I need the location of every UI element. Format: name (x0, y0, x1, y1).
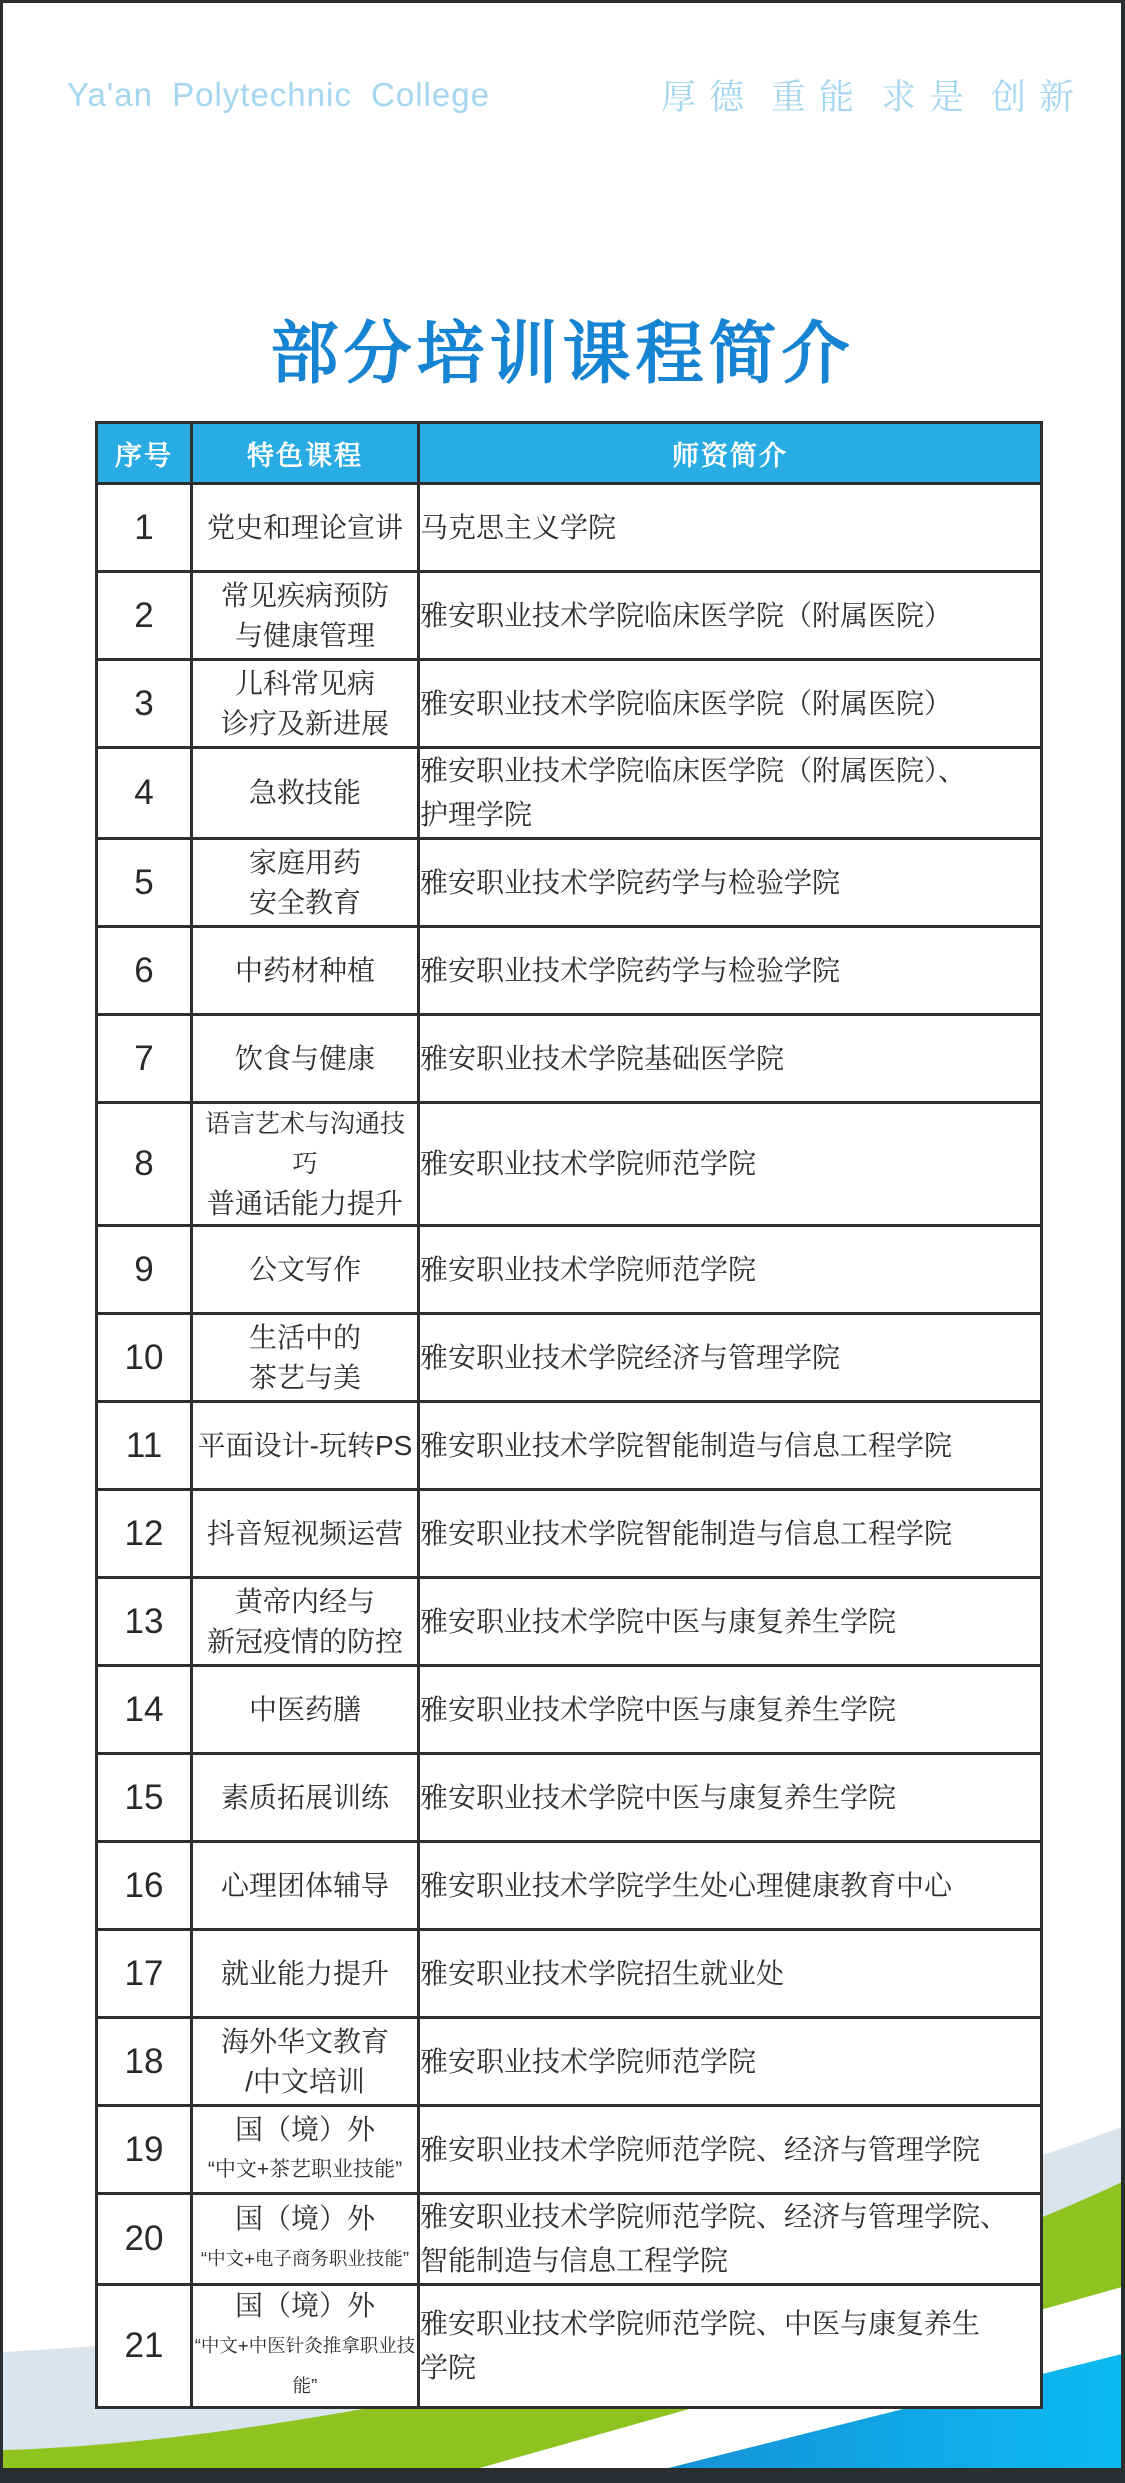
course-line: 国（境）外 (234, 2113, 375, 2145)
faculty-cell (419, 2285, 1042, 2408)
table-row (97, 1930, 1042, 2018)
faculty-cell (419, 2018, 1042, 2106)
faculty-cell (419, 748, 1042, 839)
course-line: 中药材种植 (234, 954, 375, 986)
course-name-cell (192, 1930, 419, 2018)
motto-word-1: 厚德 (660, 78, 757, 117)
row-number-cell: 11 (97, 1402, 192, 1490)
page-title: 部分培训课程简介 (270, 316, 855, 392)
col-header-no: 序号 (97, 423, 192, 484)
col-header-course: 特色课程 (192, 423, 419, 484)
course-line: 中医药膳 (248, 1693, 361, 1725)
faculty-line: 雅安职业技术学院师范学院、经济与管理学院、 (420, 2201, 1009, 2232)
course-line: “中文+茶艺职业技能” (207, 2157, 403, 2181)
table-row (97, 1226, 1042, 1314)
course-name-cell (192, 927, 419, 1015)
table-row (97, 2018, 1042, 2106)
faculty-cell (419, 1103, 1042, 1226)
course-line: 安全教育 (248, 886, 361, 918)
course-name-cell (192, 1490, 419, 1578)
row-number-cell: 17 (97, 1930, 192, 2018)
faculty-cell (419, 1490, 1042, 1578)
faculty-line: 雅安职业技术学院基础医学院 (420, 1042, 785, 1074)
faculty-cell (419, 1015, 1042, 1103)
col-header-faculty: 师资简介 (419, 423, 1042, 484)
row-number-cell: 18 (97, 2018, 192, 2106)
course-line: 生活中的 (248, 1321, 361, 1353)
table-row (97, 572, 1042, 660)
course-name-cell (192, 660, 419, 748)
faculty-cell (419, 1754, 1042, 1842)
faculty-line: 雅安职业技术学院临床医学院（附属医院）、 (420, 755, 967, 786)
table-row (97, 2285, 1042, 2408)
faculty-line: 雅安职业技术学院师范学院、中医与康复养生 (420, 2308, 981, 2339)
row-number-cell: 20 (97, 2194, 192, 2285)
course-line: 公文写作 (248, 1253, 361, 1285)
course-line: 平面设计-玩转PS (197, 1429, 413, 1461)
table-row (97, 839, 1042, 927)
course-line: 党史和理论宣讲 (206, 511, 403, 543)
row-number-cell: 13 (97, 1578, 192, 1666)
course-line: “中文+电子商务职业技能” (200, 2248, 410, 2269)
course-name-cell (192, 2285, 419, 2408)
course-line: 茶艺与美 (248, 1361, 361, 1393)
table-row (97, 1015, 1042, 1103)
course-name-cell (192, 1314, 419, 1402)
row-number-cell: 15 (97, 1754, 192, 1842)
faculty-cell (419, 572, 1042, 660)
course-line: “中文+中医针灸推拿职业技能” (194, 2335, 416, 2396)
course-line: 诊疗及新进展 (220, 707, 389, 739)
course-name-cell (192, 1842, 419, 1930)
faculty-line: 雅安职业技术学院学生处心理健康教育中心 (420, 1869, 953, 1901)
faculty-line: 雅安职业技术学院招生就业处 (420, 1957, 785, 1989)
row-number-cell: 14 (97, 1666, 192, 1754)
faculty-cell (419, 1402, 1042, 1490)
table-row (97, 660, 1042, 748)
row-number-cell: 16 (97, 1842, 192, 1930)
faculty-line: 雅安职业技术学院师范学院 (420, 1148, 757, 1179)
course-name-cell (192, 839, 419, 927)
course-name-cell (192, 2194, 419, 2285)
course-line: 就业能力提升 (220, 1957, 389, 1989)
course-name-cell (192, 2106, 419, 2194)
course-name-cell (192, 572, 419, 660)
faculty-line: 雅安职业技术学院中医与康复养生学院 (420, 1781, 897, 1813)
row-number-cell: 2 (97, 572, 192, 660)
course-name-cell (192, 1578, 419, 1666)
faculty-cell (419, 1578, 1042, 1666)
row-number-cell: 6 (97, 927, 192, 1015)
row-number-cell: 8 (97, 1103, 192, 1226)
course-line: 与健康管理 (234, 619, 375, 651)
faculty-line: 雅安职业技术学院药学与检验学院 (420, 866, 841, 898)
course-line: /中文培训 (245, 2065, 365, 2097)
faculty-line: 雅安职业技术学院中医与康复养生学院 (420, 1605, 897, 1637)
course-name-cell (192, 1226, 419, 1314)
course-line: 家庭用药 (248, 846, 361, 878)
course-line: 国（境）外 (234, 2290, 375, 2321)
course-name-cell (192, 2018, 419, 2106)
row-number-cell: 7 (97, 1015, 192, 1103)
table-row (97, 1314, 1042, 1402)
row-number-cell: 4 (97, 748, 192, 839)
table-row (97, 1578, 1042, 1666)
course-line: 抖音短视频运营 (206, 1517, 403, 1549)
course-line: 语言艺术与沟通技巧 (204, 1110, 405, 1178)
table-row (97, 1402, 1042, 1490)
faculty-line: 智能制造与信息工程学院 (420, 2245, 729, 2276)
row-number-cell: 19 (97, 2106, 192, 2194)
course-line: 普通话能力提升 (206, 1188, 403, 1219)
faculty-cell (419, 1314, 1042, 1402)
course-table (95, 421, 1043, 2409)
faculty-cell (419, 1226, 1042, 1314)
course-line: 黄帝内经与 (234, 1585, 375, 1617)
motto-word-4: 创新 (990, 78, 1087, 117)
faculty-line: 马克思主义学院 (420, 511, 617, 543)
row-number-cell: 10 (97, 1314, 192, 1402)
school-motto (660, 70, 1087, 120)
table-row (97, 484, 1042, 572)
course-name-cell (192, 1402, 419, 1490)
course-line: 国（境）外 (234, 2203, 375, 2234)
faculty-cell (419, 927, 1042, 1015)
course-line: 素质拓展训练 (220, 1781, 389, 1813)
motto-word-3: 求是 (880, 78, 977, 117)
row-number-cell: 9 (97, 1226, 192, 1314)
row-number-cell: 3 (97, 660, 192, 748)
course-name-cell (192, 1754, 419, 1842)
row-number-cell: 5 (97, 839, 192, 927)
faculty-cell (419, 2106, 1042, 2194)
faculty-line: 学院 (420, 2352, 477, 2383)
faculty-line: 雅安职业技术学院师范学院 (420, 2045, 757, 2077)
faculty-cell (419, 1842, 1042, 1930)
table-row (97, 1490, 1042, 1578)
motto-word-2: 重能 (770, 78, 867, 117)
course-line: 新冠疫情的防控 (206, 1625, 403, 1657)
faculty-line: 雅安职业技术学院临床医学院（附属医院） (420, 599, 953, 631)
faculty-line: 雅安职业技术学院药学与检验学院 (420, 954, 841, 986)
course-table-body (97, 484, 1042, 2408)
top-header-bar (3, 67, 1122, 123)
course-name-cell (192, 1103, 419, 1226)
course-name-cell (192, 484, 419, 572)
course-line: 儿科常见病 (234, 667, 375, 699)
table-row (97, 1666, 1042, 1754)
faculty-line: 雅安职业技术学院师范学院、经济与管理学院 (420, 2133, 981, 2165)
table-row (97, 927, 1042, 1015)
course-line: 心理团体辅导 (220, 1869, 389, 1901)
faculty-line: 雅安职业技术学院临床医学院（附属医院） (420, 687, 953, 719)
faculty-cell (419, 1666, 1042, 1754)
faculty-line: 护理学院 (420, 799, 533, 830)
bottom-dark-strip (3, 2468, 1122, 2475)
faculty-cell (419, 660, 1042, 748)
table-row (97, 2106, 1042, 2194)
course-name-cell (192, 748, 419, 839)
course-line: 急救技能 (248, 777, 361, 808)
faculty-line: 雅安职业技术学院师范学院 (420, 1253, 757, 1285)
row-number-cell: 1 (97, 484, 192, 572)
faculty-cell (419, 839, 1042, 927)
table-header-row (97, 423, 1042, 484)
course-name-cell (192, 1666, 419, 1754)
table-row (97, 1842, 1042, 1930)
course-line: 常见疾病预防 (220, 579, 389, 611)
faculty-line: 雅安职业技术学院智能制造与信息工程学院 (420, 1429, 953, 1461)
course-line: 海外华文教育 (220, 2025, 389, 2057)
school-name-english: Ya'an Polytechnic College (67, 76, 490, 113)
faculty-cell (419, 1930, 1042, 2018)
faculty-cell (419, 2194, 1042, 2285)
table-row (97, 2194, 1042, 2285)
faculty-cell (419, 484, 1042, 572)
faculty-line: 雅安职业技术学院中医与康复养生学院 (420, 1693, 897, 1725)
row-number-cell: 21 (97, 2285, 192, 2408)
table-row (97, 1754, 1042, 1842)
faculty-line: 雅安职业技术学院智能制造与信息工程学院 (420, 1517, 953, 1549)
table-row (97, 1103, 1042, 1226)
course-line: 饮食与健康 (234, 1042, 375, 1074)
course-name-cell (192, 1015, 419, 1103)
table-row (97, 748, 1042, 839)
row-number-cell: 12 (97, 1490, 192, 1578)
faculty-line: 雅安职业技术学院经济与管理学院 (420, 1341, 841, 1373)
